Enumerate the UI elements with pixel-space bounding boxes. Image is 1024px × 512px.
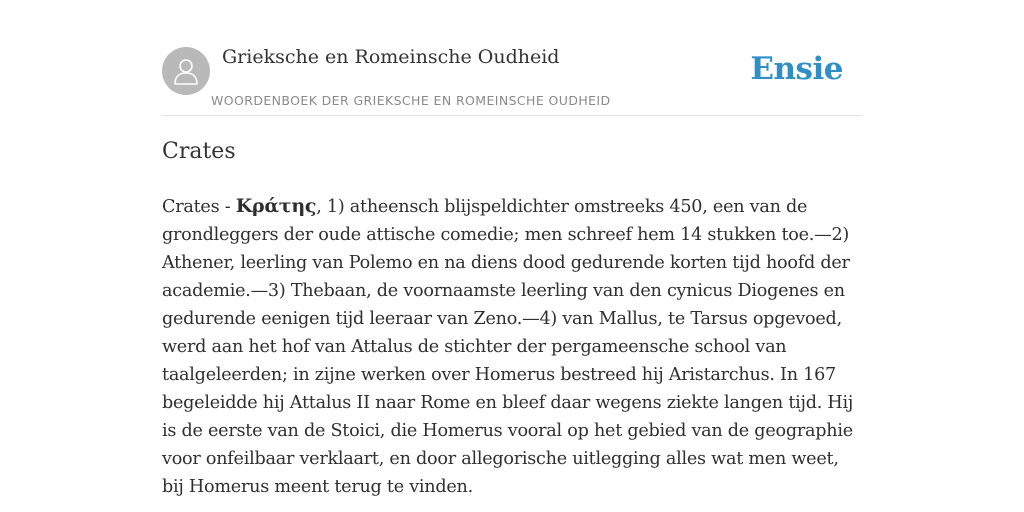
entry-separator: -	[219, 197, 236, 217]
user-icon	[173, 57, 199, 85]
entry-definition	[162, 192, 862, 501]
entry-title: Crates	[162, 139, 236, 164]
header-divider	[162, 115, 862, 116]
entry-greek-term: Κράτης	[235, 195, 317, 217]
entry-definition-text: , 1) atheensch blijspeldichter omstreeks 450, een van de grondleggers der oude attische comedie; men schreef hem 14 stukken toe.—2) Athener, leerling van Polemo en na diens dood gedurende korten tijd hoofd der academie.—3) Thebaan, de voornaamste leerling van den cynicus Diogenes en gedurende eenigen tijd leeraar van Zeno.—4) van Mallus, te Tarsus opgevoed, werd aan het hof van Attalus de stichter der pergameensche school van taalgeleerden; in zijne werken over Homerus bestreed hij Aristarchus. In 167 begeleidde hij Attalus II naar Rome en bleef daar wegens ziekte langen tijd. Hij is de eerste van de Stoici, die Homerus vooral op het gebied van de geographie voor onfeilbaar verklaart, en door allegorische uitlegging alles wat men weet, bij Homerus meent terug te vinden.	[162, 197, 854, 497]
entry-term: Crates	[162, 197, 220, 217]
avatar	[162, 47, 210, 95]
source-title[interactable]: Grieksche en Romeinsche Oudheid	[222, 46, 560, 68]
source-subtitle[interactable]: WOORDENBOEK DER GRIEKSCHE EN ROMEINSCHE OUDHEID	[211, 93, 611, 108]
brand-logo-link[interactable]: Ensie	[750, 51, 843, 87]
